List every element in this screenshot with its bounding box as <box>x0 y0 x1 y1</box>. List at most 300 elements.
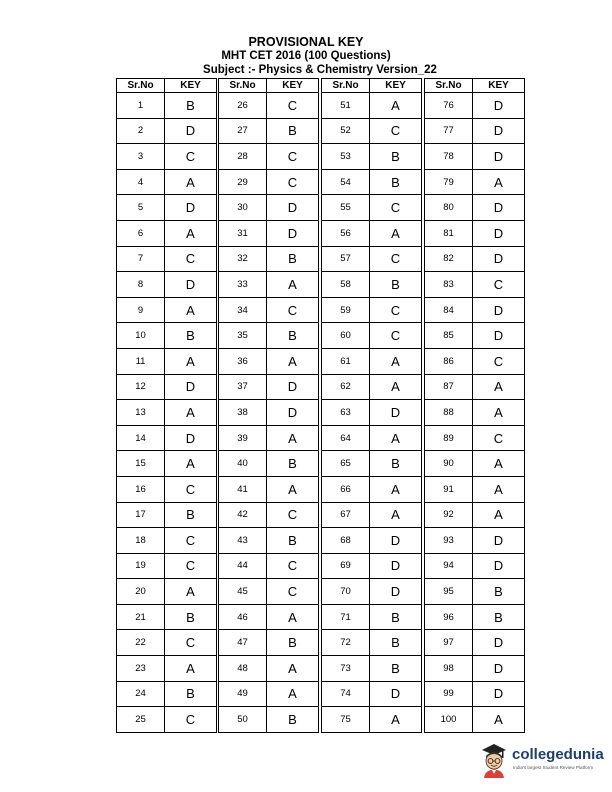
answer-key: B <box>267 323 319 349</box>
table-row <box>117 220 217 246</box>
answer-key: A <box>370 93 422 119</box>
table-row <box>425 400 525 426</box>
answer-key: D <box>473 681 525 707</box>
question-number: 79 <box>425 169 473 195</box>
question-number: 64 <box>322 425 370 451</box>
question-number: 18 <box>117 528 165 554</box>
question-number: 62 <box>322 374 370 400</box>
answer-key: D <box>370 528 422 554</box>
table-row <box>117 630 217 656</box>
question-number: 56 <box>322 220 370 246</box>
question-number: 92 <box>425 502 473 528</box>
question-number: 45 <box>219 579 267 605</box>
answer-key: B <box>370 451 422 477</box>
table-row <box>219 93 319 119</box>
answer-key: D <box>165 272 217 298</box>
question-number: 19 <box>117 553 165 579</box>
question-number: 58 <box>322 272 370 298</box>
question-number: 95 <box>425 579 473 605</box>
question-number: 74 <box>322 681 370 707</box>
table-row <box>219 604 319 630</box>
answer-key: C <box>267 297 319 323</box>
question-number: 25 <box>117 707 165 733</box>
answer-key: B <box>267 630 319 656</box>
answer-key: B <box>267 118 319 144</box>
question-number: 65 <box>322 451 370 477</box>
answer-key: D <box>473 220 525 246</box>
question-number: 24 <box>117 681 165 707</box>
table-row <box>219 323 319 349</box>
table-row <box>322 169 422 195</box>
header-row <box>425 79 525 93</box>
table-row <box>117 400 217 426</box>
question-number: 52 <box>322 118 370 144</box>
answer-key: B <box>165 681 217 707</box>
question-number: 81 <box>425 220 473 246</box>
question-number: 54 <box>322 169 370 195</box>
question-number: 20 <box>117 579 165 605</box>
question-number: 89 <box>425 425 473 451</box>
table-row <box>322 604 422 630</box>
question-number: 9 <box>117 297 165 323</box>
table-row <box>425 502 525 528</box>
answer-key: C <box>165 144 217 170</box>
table-row <box>425 374 525 400</box>
question-number: 34 <box>219 297 267 323</box>
answer-key: D <box>165 195 217 221</box>
answer-key: A <box>165 579 217 605</box>
question-number: 59 <box>322 297 370 323</box>
answer-key: A <box>473 451 525 477</box>
question-number: 50 <box>219 707 267 733</box>
table-row <box>425 604 525 630</box>
table-row <box>425 681 525 707</box>
header-row <box>322 79 422 93</box>
question-number: 4 <box>117 169 165 195</box>
table-row <box>219 220 319 246</box>
table-row <box>117 528 217 554</box>
answer-key: A <box>370 374 422 400</box>
question-number: 21 <box>117 604 165 630</box>
question-number: 76 <box>425 93 473 119</box>
question-number: 43 <box>219 528 267 554</box>
question-number: 11 <box>117 348 165 374</box>
table-row <box>425 272 525 298</box>
table-row <box>219 169 319 195</box>
question-number: 22 <box>117 630 165 656</box>
answer-key: D <box>473 323 525 349</box>
answer-key-table-4 <box>424 78 525 733</box>
table-row <box>219 681 319 707</box>
table-row <box>425 220 525 246</box>
answer-key: C <box>370 323 422 349</box>
table-row <box>219 553 319 579</box>
answer-key: B <box>370 656 422 682</box>
table-row <box>322 502 422 528</box>
table-row <box>322 707 422 733</box>
answer-key: A <box>165 169 217 195</box>
answer-key: B <box>473 579 525 605</box>
table-row <box>425 348 525 374</box>
answer-key: D <box>370 553 422 579</box>
answer-key: A <box>267 348 319 374</box>
table-row <box>117 425 217 451</box>
answer-key: A <box>473 502 525 528</box>
question-number: 8 <box>117 272 165 298</box>
answer-key: A <box>267 604 319 630</box>
question-number: 82 <box>425 246 473 272</box>
question-number: 36 <box>219 348 267 374</box>
answer-key: B <box>165 93 217 119</box>
answer-key-table-3 <box>321 78 422 733</box>
question-number: 84 <box>425 297 473 323</box>
answer-key: A <box>370 502 422 528</box>
table-row <box>117 348 217 374</box>
table-row <box>322 348 422 374</box>
answer-key: C <box>473 272 525 298</box>
table-row <box>425 707 525 733</box>
table-row <box>219 374 319 400</box>
table-row <box>425 195 525 221</box>
question-number: 61 <box>322 348 370 374</box>
question-number: 87 <box>425 374 473 400</box>
table-row <box>425 118 525 144</box>
answer-key: D <box>473 93 525 119</box>
question-number: 17 <box>117 502 165 528</box>
answer-key: C <box>165 553 217 579</box>
answer-key: A <box>165 451 217 477</box>
answer-key: C <box>370 246 422 272</box>
table-row <box>117 502 217 528</box>
table-row <box>219 195 319 221</box>
answer-key: A <box>165 400 217 426</box>
question-number: 77 <box>425 118 473 144</box>
table-row <box>425 246 525 272</box>
question-number: 13 <box>117 400 165 426</box>
question-number: 67 <box>322 502 370 528</box>
table-row <box>219 348 319 374</box>
question-number: 66 <box>322 476 370 502</box>
answer-key: D <box>267 195 319 221</box>
table-row <box>425 579 525 605</box>
answer-key: A <box>473 476 525 502</box>
table-row <box>322 630 422 656</box>
table-row <box>117 656 217 682</box>
table-row <box>219 528 319 554</box>
question-number: 1 <box>117 93 165 119</box>
table-row <box>117 681 217 707</box>
question-number: 16 <box>117 476 165 502</box>
answer-key: D <box>473 656 525 682</box>
question-number: 70 <box>322 579 370 605</box>
question-number: 2 <box>117 118 165 144</box>
answer-key: B <box>267 451 319 477</box>
answer-key: B <box>473 604 525 630</box>
table-row <box>219 425 319 451</box>
question-number: 29 <box>219 169 267 195</box>
answer-key: D <box>473 144 525 170</box>
table-row <box>322 272 422 298</box>
answer-key: D <box>370 579 422 605</box>
question-number: 40 <box>219 451 267 477</box>
question-number: 15 <box>117 451 165 477</box>
table-row <box>117 195 217 221</box>
table-row <box>117 374 217 400</box>
table-row <box>219 656 319 682</box>
header-row <box>219 79 319 93</box>
answer-key: B <box>370 604 422 630</box>
question-number: 96 <box>425 604 473 630</box>
answer-key: D <box>267 400 319 426</box>
table-row <box>117 272 217 298</box>
question-number: 93 <box>425 528 473 554</box>
table-row <box>322 323 422 349</box>
answer-key: A <box>370 707 422 733</box>
answer-key: C <box>267 93 319 119</box>
table-row <box>425 451 525 477</box>
question-number: 69 <box>322 553 370 579</box>
answer-key: A <box>267 656 319 682</box>
answer-key: C <box>370 195 422 221</box>
table-row <box>322 400 422 426</box>
question-number: 6 <box>117 220 165 246</box>
table-row <box>117 604 217 630</box>
answer-key: B <box>267 528 319 554</box>
table-row <box>322 144 422 170</box>
header-row <box>117 79 217 93</box>
table-row <box>322 374 422 400</box>
table-row <box>425 297 525 323</box>
answer-key: A <box>165 348 217 374</box>
answer-key: A <box>370 425 422 451</box>
question-number: 68 <box>322 528 370 554</box>
answer-key: D <box>165 425 217 451</box>
answer-key: A <box>267 476 319 502</box>
question-number: 42 <box>219 502 267 528</box>
answer-key: D <box>165 118 217 144</box>
answer-key: C <box>165 476 217 502</box>
table-row <box>117 118 217 144</box>
answer-key: A <box>473 374 525 400</box>
question-number: 44 <box>219 553 267 579</box>
question-number: 28 <box>219 144 267 170</box>
question-number: 60 <box>322 323 370 349</box>
question-number: 63 <box>322 400 370 426</box>
table-row <box>322 451 422 477</box>
question-number: 90 <box>425 451 473 477</box>
table-row <box>425 528 525 554</box>
answer-key: B <box>267 707 319 733</box>
answer-key: D <box>370 681 422 707</box>
column-header-srno: Sr.No <box>219 79 267 93</box>
question-number: 7 <box>117 246 165 272</box>
answer-key: D <box>267 374 319 400</box>
question-number: 83 <box>425 272 473 298</box>
column-header-key: KEY <box>473 79 525 93</box>
question-number: 80 <box>425 195 473 221</box>
column-header-key: KEY <box>267 79 319 93</box>
question-number: 37 <box>219 374 267 400</box>
question-number: 49 <box>219 681 267 707</box>
question-number: 23 <box>117 656 165 682</box>
table-row <box>219 272 319 298</box>
question-number: 5 <box>117 195 165 221</box>
answer-key: D <box>473 630 525 656</box>
table-row <box>322 476 422 502</box>
answer-key: C <box>267 553 319 579</box>
answer-key-table-2 <box>218 78 319 733</box>
table-row <box>322 93 422 119</box>
answer-key: B <box>267 246 319 272</box>
collegedunia-logo <box>480 741 610 783</box>
question-number: 75 <box>322 707 370 733</box>
answer-key: D <box>473 553 525 579</box>
table-row <box>322 528 422 554</box>
table-row <box>219 707 319 733</box>
table-row <box>117 476 217 502</box>
question-number: 35 <box>219 323 267 349</box>
question-number: 3 <box>117 144 165 170</box>
table-row <box>117 246 217 272</box>
question-number: 88 <box>425 400 473 426</box>
question-number: 14 <box>117 425 165 451</box>
table-row <box>219 502 319 528</box>
column-header-srno: Sr.No <box>322 79 370 93</box>
table-row <box>322 681 422 707</box>
question-number: 78 <box>425 144 473 170</box>
table-row <box>219 144 319 170</box>
table-row <box>322 195 422 221</box>
table-row <box>322 425 422 451</box>
answer-key: A <box>165 220 217 246</box>
table-row <box>425 630 525 656</box>
answer-key: C <box>473 425 525 451</box>
question-number: 100 <box>425 707 473 733</box>
question-number: 47 <box>219 630 267 656</box>
question-number: 73 <box>322 656 370 682</box>
answer-key: C <box>165 630 217 656</box>
table-row <box>425 656 525 682</box>
question-number: 46 <box>219 604 267 630</box>
table-row <box>425 476 525 502</box>
exam-name: MHT CET 2016 (100 Questions) <box>221 50 391 62</box>
table-row <box>322 246 422 272</box>
answer-key: A <box>267 272 319 298</box>
answer-key: A <box>165 656 217 682</box>
answer-key: D <box>473 118 525 144</box>
question-number: 48 <box>219 656 267 682</box>
question-number: 71 <box>322 604 370 630</box>
question-number: 55 <box>322 195 370 221</box>
table-row <box>117 707 217 733</box>
subject-line: Subject :- Physics & Chemistry Version_22 <box>203 64 437 76</box>
table-row <box>425 144 525 170</box>
answer-key: D <box>267 220 319 246</box>
table-row <box>425 323 525 349</box>
table-row <box>219 400 319 426</box>
answer-key: A <box>267 425 319 451</box>
table-row <box>117 553 217 579</box>
answer-key: B <box>370 169 422 195</box>
question-number: 31 <box>219 220 267 246</box>
table-row <box>322 118 422 144</box>
answer-key: B <box>165 323 217 349</box>
question-number: 94 <box>425 553 473 579</box>
table-row <box>322 297 422 323</box>
answer-key: B <box>370 272 422 298</box>
question-number: 32 <box>219 246 267 272</box>
answer-key: C <box>267 169 319 195</box>
question-number: 97 <box>425 630 473 656</box>
question-number: 30 <box>219 195 267 221</box>
answer-key: D <box>473 297 525 323</box>
table-row <box>425 553 525 579</box>
table-row <box>219 118 319 144</box>
table-row <box>425 169 525 195</box>
answer-key: D <box>473 246 525 272</box>
answer-key: D <box>473 528 525 554</box>
answer-key: C <box>165 246 217 272</box>
table-row <box>322 553 422 579</box>
answer-key: D <box>165 374 217 400</box>
student-avatar-icon <box>480 741 508 779</box>
answer-key: A <box>473 707 525 733</box>
question-number: 86 <box>425 348 473 374</box>
table-row <box>322 220 422 246</box>
brand-name: collegedunia <box>512 746 604 763</box>
answer-key: C <box>473 348 525 374</box>
brand-tagline: India's largest Student Review Platform <box>513 765 594 770</box>
question-number: 12 <box>117 374 165 400</box>
question-number: 57 <box>322 246 370 272</box>
question-number: 33 <box>219 272 267 298</box>
question-number: 38 <box>219 400 267 426</box>
answer-key: C <box>267 144 319 170</box>
table-row <box>219 630 319 656</box>
column-header-key: KEY <box>165 79 217 93</box>
answer-key: B <box>370 144 422 170</box>
table-row <box>425 425 525 451</box>
answer-key: C <box>370 297 422 323</box>
question-number: 98 <box>425 656 473 682</box>
table-row <box>322 656 422 682</box>
question-number: 53 <box>322 144 370 170</box>
table-row <box>219 246 319 272</box>
question-number: 51 <box>322 93 370 119</box>
question-number: 26 <box>219 93 267 119</box>
answer-key: A <box>267 681 319 707</box>
answer-key: A <box>473 169 525 195</box>
table-row <box>219 451 319 477</box>
question-number: 85 <box>425 323 473 349</box>
answer-key: B <box>165 604 217 630</box>
table-row <box>219 297 319 323</box>
table-row <box>117 323 217 349</box>
answer-key: C <box>267 502 319 528</box>
question-number: 99 <box>425 681 473 707</box>
question-number: 39 <box>219 425 267 451</box>
answer-key: C <box>165 707 217 733</box>
question-number: 41 <box>219 476 267 502</box>
table-row <box>117 144 217 170</box>
question-number: 10 <box>117 323 165 349</box>
answer-key: A <box>370 476 422 502</box>
answer-key: C <box>165 528 217 554</box>
column-header-key: KEY <box>370 79 422 93</box>
table-row <box>117 451 217 477</box>
answer-key: B <box>370 630 422 656</box>
table-row <box>219 579 319 605</box>
